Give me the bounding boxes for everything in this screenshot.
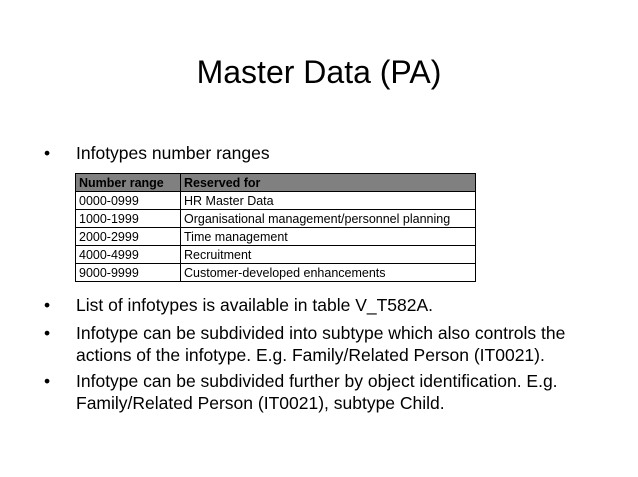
bullet-dot: • bbox=[44, 323, 51, 343]
table-row bbox=[76, 264, 476, 282]
bullet-item bbox=[44, 370, 596, 414]
table-cell-range: 9000-9999 bbox=[76, 264, 181, 282]
table-cell-range: 1000-1999 bbox=[76, 210, 181, 228]
bullet-text: Infotype can be subdivided further by object identification. E.g. Family/Related Person (IT0021), subtype Child. bbox=[76, 371, 558, 413]
table-cell-reserved: Organisational management/personnel planning bbox=[181, 210, 476, 228]
table-row bbox=[76, 210, 476, 228]
table-cell-reserved: Customer-developed enhancements bbox=[181, 264, 476, 282]
bullet-item bbox=[44, 322, 596, 366]
table-header-row bbox=[76, 174, 476, 192]
column-header-reserved-for: Reserved for bbox=[181, 174, 476, 192]
table-cell-range: 4000-4999 bbox=[76, 246, 181, 264]
table-row bbox=[76, 192, 476, 210]
bullet-dot: • bbox=[44, 371, 51, 391]
bullet-text: Infotype can be subdivided into subtype which also controls the actions of the infotype. E.g. Family/Related Person (IT0021). bbox=[76, 323, 566, 365]
bullet-dot: • bbox=[44, 295, 51, 315]
table-cell-reserved: HR Master Data bbox=[181, 192, 476, 210]
column-header-number-range: Number range bbox=[76, 174, 181, 192]
number-range-table bbox=[75, 173, 476, 282]
bullet-text: Infotypes number ranges bbox=[76, 143, 270, 163]
table-row bbox=[76, 246, 476, 264]
table-row bbox=[76, 228, 476, 246]
table-cell-range: 2000-2999 bbox=[76, 228, 181, 246]
bullet-item bbox=[44, 142, 270, 164]
table-cell-reserved: Recruitment bbox=[181, 246, 476, 264]
slide-title: Master Data (PA) bbox=[196, 54, 442, 90]
bullet-text: List of infotypes is available in table V_T582A. bbox=[76, 295, 434, 315]
table-cell-reserved: Time management bbox=[181, 228, 476, 246]
bullet-item bbox=[44, 294, 433, 316]
table-cell-range: 0000-0999 bbox=[76, 192, 181, 210]
bullet-dot: • bbox=[44, 143, 51, 163]
